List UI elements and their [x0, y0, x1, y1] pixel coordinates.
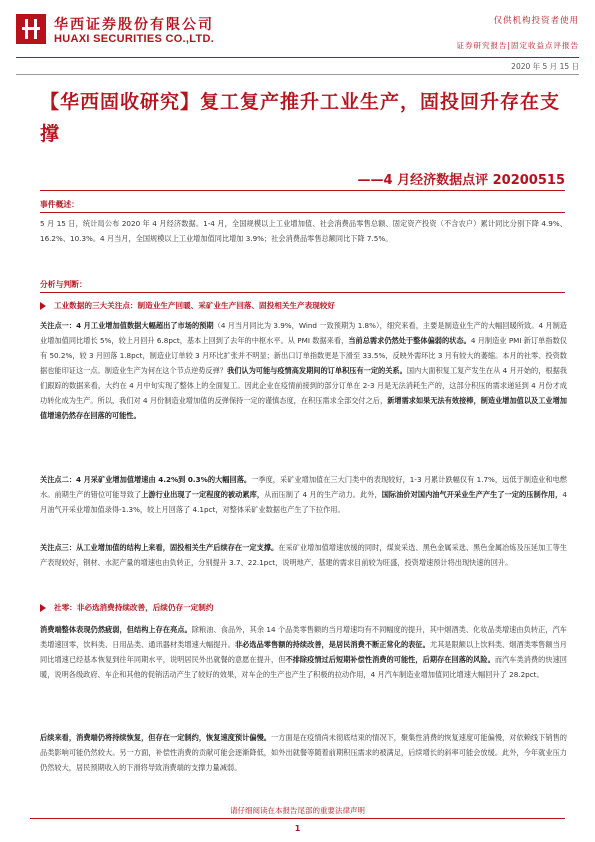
- focus-two-emph-d: 国际油价对国内油气开采业生产产生了一定的压制作用，: [381, 490, 563, 499]
- bullet-industrial: [40, 300, 335, 311]
- para-consumption: [40, 622, 567, 682]
- legal-notice: 请仔细阅读在本报告尾部的重要法律声明: [230, 806, 365, 815]
- focus-one-text-a: （4 月当月同比为 3.9%，Wind 一致预期为 1.8%），细究来看，主要是制造业生产的大幅回暖所致。4 月制造业增加值同比增长 5%，较上月回升 6.8pct，基本上回到了去年的中枢水平。从 PMI 数据来看，: [40, 321, 567, 345]
- consumption-emph-d: 不排除疫情过后短期补偿性消费的可能性，后期存在回落的风险。: [285, 655, 495, 664]
- company-logo: [16, 14, 46, 44]
- footer-divider: [30, 818, 565, 819]
- outlook-lead: 后续来看，消费端仍将持续恢复，但存在一定制约，恢复速度预计偏慢。: [40, 733, 272, 742]
- outlook-text: 一方面是在疫情尚未彻底结束的情况下，聚集性消费的恢复速度可能偏慢，对依赖线下销售的品类影响可能仍然较大。另一方面，补偿性消费的贡献可能会逐渐降低，如外出就餐等随着前期积压需求的被满足，后续增长的斜率可能会放缓。此外，今年就业压力仍然较大，居民预期收入的下滑将导致消费端的支撑力量减弱。: [40, 733, 567, 772]
- header-divider: [16, 57, 579, 58]
- focus-one-text-e: 国内大面积复工复产发生在从 4 月开始的，根据我们跟踪的数据来看，大约在 4 月中旬实现了整体上的全面复工。因此企业在疫情前接到的部分订单在 2-3 月是无法消耗生产的，这部分积压的需求递延到 4 月份才成功转化成为生产。所以，我们对 4 月份制造业增加值的反弹保持一定的谨慎态度，在积压需求全部交付之后，: [40, 366, 567, 405]
- company-name-en: HUAXI SECURITIES CO.,LTD.: [54, 33, 215, 45]
- event-heading: 事件概述：: [40, 200, 79, 209]
- consumption-text-c: 尤其是限额以上饮料类、烟酒类零售额当月同比增速已经基本恢复到往年同期水平，说明居民外出就餐的意愿在提升，但: [40, 640, 567, 664]
- focus-one-emph-b: 当前总需求仍然处于整体偏弱的状态。: [348, 336, 471, 345]
- para-focus-three: [40, 540, 567, 570]
- focus-three-text: 在采矿业增加值增速放缓的同时，煤炭采选、黑色金属采选、黑色金属冶炼及压延加工等生产表现较好，钢材、水泥产量的增速也由负转正，分别提升 3.7、22.1pct，说明地产、基建的需求目前较为旺盛，投资增速预计将出现快速的回升。: [40, 543, 567, 567]
- company-name-cn: 华西证券股份有限公司: [54, 17, 214, 33]
- report-type: 证券研究报告|固定收益点评报告: [456, 41, 579, 50]
- consumption-lead: 消费端整体表现仍然疲弱，但结构上存在亮点。: [40, 625, 192, 634]
- report-date: 2020 年 5 月 15 日: [511, 62, 579, 71]
- para-focus-two: [40, 472, 567, 517]
- focus-one-emph-f: 新增需求如果无法有效接棒，制造业增加值以及工业增加值增速仍然存在回落的可能性。: [40, 396, 567, 420]
- focus-three-lead: 关注点三：从工业增加值的结构上来看，固投相关生产后续存在一定支撑。: [40, 543, 279, 552]
- bullet-retail: [40, 602, 213, 613]
- para-focus-one: [40, 318, 567, 423]
- consumption-emph-b: 非必选品零售额的持续改善，是居民消费不断正常化的表征。: [234, 640, 430, 649]
- analysis-rule: [40, 292, 565, 293]
- bullet-triangle-icon: [40, 302, 46, 310]
- event-text: 5 月 15 日，统计局公布 2020 年 4 月经济数据。1-4 月，全国规模以上工业增加值、社会消费品零售总额、固定资产投资（不含农户）累计同比分别下降 4.9%、16.2%、10.3%。4 月当月，全国规模以上工业增加值同比增加 3.9%；社会消费品零售总额同比下降 7.5%。: [40, 219, 567, 243]
- focus-two-emph-b: 上游行业出现了一定程度的被动累库，: [141, 490, 265, 499]
- focus-one-lead: 关注点一：4 月工业增加值数据大幅超出了市场的预期: [40, 321, 214, 330]
- focus-two-text-c: 从而压制了 4 月的生产动力。此外，: [264, 490, 382, 499]
- para-outlook: [40, 730, 567, 775]
- report-title: 【华西固收研究】复工复产推升工业生产，固投回升存在支撑: [40, 91, 561, 145]
- report-subtitle: ——4 月经济数据点评 20200515: [357, 173, 565, 188]
- audience-note: 仅供机构投资者使用: [493, 16, 579, 26]
- focus-one-emph-d: 我们认为可能与疫情高发期间的订单积压有一定的关系。: [227, 366, 407, 375]
- bullet-triangle-icon: [40, 604, 46, 612]
- focus-two-text-a: 一季度，采矿业增加值在三大门类中的表现较好，1-3 月累计跌幅仅有 1.7%，远低于制造业和电燃水。前期生产的错位可能导致了: [40, 475, 567, 499]
- consumption-text-a: 除粮油、食品外，其余 14 个品类零售额的当月增速均有不同幅度的提升，其中烟酒类、化妆品类增速由负转正，汽车类增速回零，饮料类、日用品类、通讯器材类增速大幅提升。: [40, 625, 567, 649]
- focus-two-text-e: 4 月油气开采业增加值录得-1.3%，较上月回落了 4.1pct，对整体采矿业数据也产生了下拉作用。: [40, 490, 567, 514]
- focus-two-lead: 关注点二：4 月采矿业增加值增速由 4.2%到 0.3%的大幅回落。: [40, 475, 252, 484]
- bullet-retail-label: 社零：非必选消费持续改善，后续仍存一定制约: [54, 603, 214, 612]
- focus-one-text-c: 4 月制造业 PMI 新订单指数仅有 50.2%，较 3 月回落 1.8pct，制造业订单较 3 月环比扩张并不明显；新出口订单指数更是下滑至 33.5%，反映外需环比 3 月有较大的萎缩。本月的社零、投资数据也能印证这一点。制造业生产为何在这个节点逆势反弹？: [40, 336, 567, 375]
- event-rule: [40, 212, 565, 213]
- analysis-heading: 分析与判断：: [40, 280, 87, 289]
- date-divider: [16, 74, 579, 75]
- page-number: 1: [294, 824, 301, 833]
- consumption-text-e: 而汽车类消费的快速回暖，说明各级政府、车企和其他的促销活动产生了较好的效果，对车企的生产也产生了积极的拉动作用，4 月汽车制造业增加值同比增速大幅回升了 28.2pct。: [40, 655, 567, 679]
- title-divider: [40, 190, 565, 191]
- bullet-industrial-label: 工业数据的三大关注点：制造业生产回暖、采矿业生产回落、固投相关生产表现较好: [54, 301, 335, 310]
